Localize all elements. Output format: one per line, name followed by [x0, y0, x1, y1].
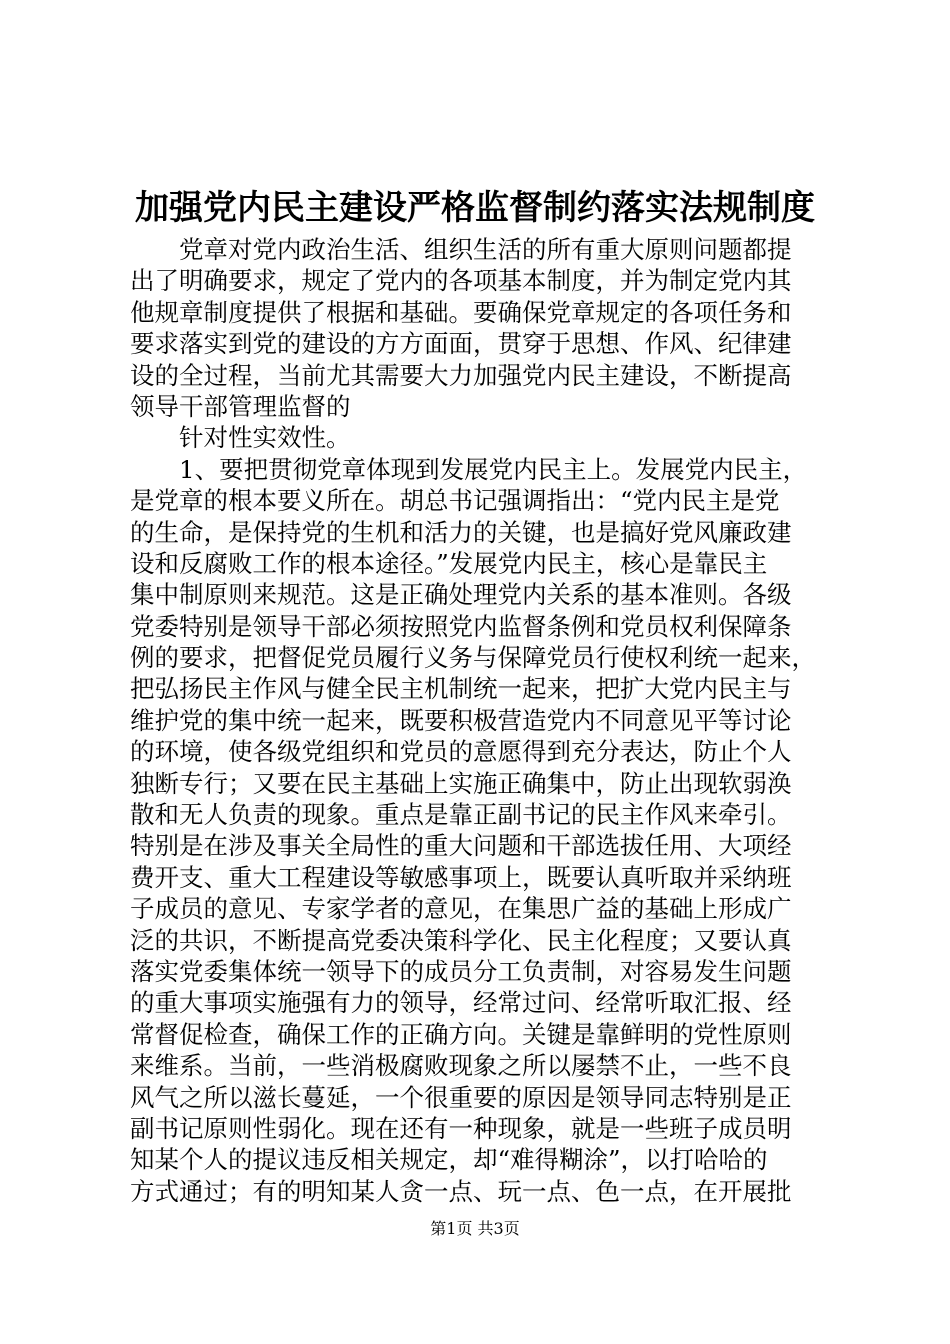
text-line: 出了明确要求，规定了党内的各项基本制度，并为制定党内其 [130, 266, 792, 296]
text-line: 他规章制度提供了根据和基础。要确保党章规定的各项任务和 [130, 297, 792, 327]
text-line: 落实党委集体统一领导下的成员分工负责制，对容易发生问题 [130, 956, 792, 986]
document-body [130, 234, 830, 1207]
text-line: 例的要求，把督促党员履行义务与保障党员行使权利统一起来， [130, 643, 816, 673]
text-line: 来维系。当前，一些消极腐败现象之所以屡禁不止，一些不良 [130, 1051, 792, 1081]
text-line: 子成员的意见、专家学者的意见，在集思广益的基础上形成广 [130, 894, 792, 924]
text-line: 的生命，是保持党的生机和活力的关键，也是搞好党风廉政建 [130, 517, 792, 547]
page-footer: 第1页 共3页 [430, 1219, 520, 1238]
text-line: 副书记原则性弱化。现在还有一种现象，就是一些班子成员明 [130, 1113, 792, 1143]
document-title: 加强党内民主建设严格监督制约落实法规制度 [135, 188, 815, 228]
text-line: 集中制原则来规范。这是正确处理党内关系的基本准则。各级 [130, 580, 792, 610]
text-line: 散和无人负责的现象。重点是靠正副书记的民主作风来牵引。 [130, 800, 792, 830]
text-line: 党章对党内政治生活、组织生活的所有重大原则问题都提 [179, 235, 792, 264]
text-line: 领导干部管理监督的 [130, 391, 351, 421]
text-line: 风气之所以滋长蔓延，一个很重要的原因是领导同志特别是正 [130, 1082, 792, 1112]
text-line: 1、要把贯彻党章体现到发展党内民主上。发展党内民主， [179, 454, 808, 484]
text-line: 是党章的根本要义所在。胡总书记强调指出：“党内民主是党 [130, 486, 780, 516]
text-line: 设的全过程，当前尤其需要大力加强党内民主建设，不断提高 [130, 360, 792, 390]
text-line: 知某个人的提议违反相关规定，却“难得糊涂”，以打哈哈的 [130, 1145, 768, 1175]
text-line: 要求落实到党的建设的方方面面，贯穿于思想、作风、纪律建 [130, 329, 792, 359]
text-line: 维护党的集中统一起来，既要积极营造党内不同意见平等讨论 [130, 705, 792, 735]
text-line: 党委特别是领导干部必须按照党内监督条例和党员权利保障条 [130, 611, 792, 641]
text-line: 特别是在涉及事关全局性的重大问题和干部选拔任用、大项经 [130, 831, 792, 861]
text-line: 独断专行；又要在民主基础上实施正确集中，防止出现软弱涣 [130, 768, 792, 798]
text-line: 费开支、重大工程建设等敏感事项上，既要认真听取并采纳班 [130, 862, 792, 892]
text-line: 针对性实效性。 [179, 423, 351, 453]
text-line: 的重大事项实施强有力的领导，经常过问、经常听取汇报、经 [130, 988, 792, 1018]
text-line: 方式通过；有的明知某人贪一点、玩一点、色一点，在开展批 [130, 1176, 792, 1206]
text-line: 泛的共识，不断提高党委决策科学化、民主化程度；又要认真 [130, 925, 792, 955]
text-line: 设和反腐败工作的根本途径。”发展党内民主，核心是靠民主 [130, 548, 768, 578]
text-line: 的环境，使各级党组织和党员的意愿得到充分表达，防止个人 [130, 737, 792, 767]
text-line: 常督促检查，确保工作的正确方向。关键是靠鲜明的党性原则 [130, 1019, 792, 1049]
text-line: 把弘扬民主作风与健全民主机制统一起来，把扩大党内民主与 [130, 674, 792, 704]
